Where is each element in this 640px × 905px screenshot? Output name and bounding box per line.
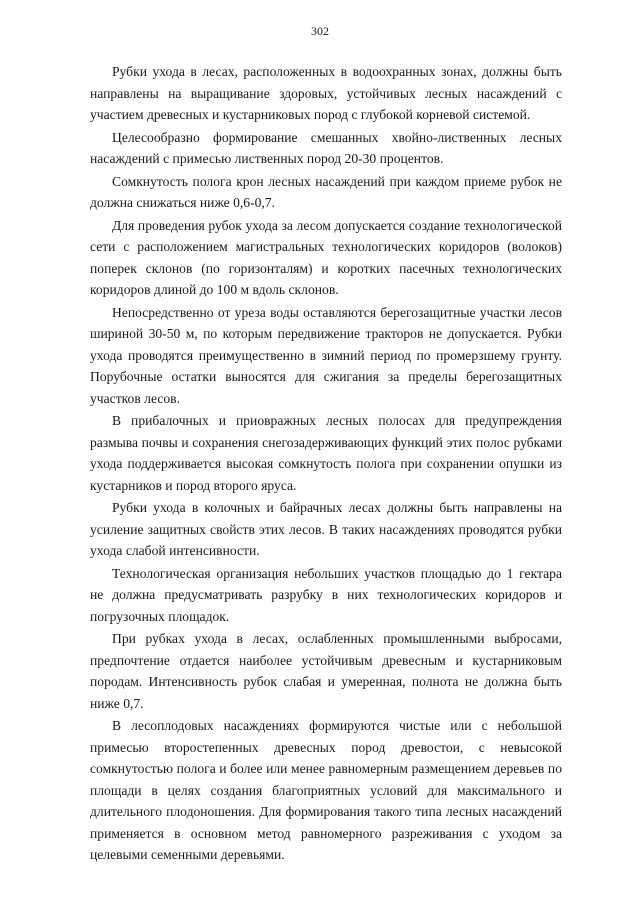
paragraph-kolki-bayraki: Рубки ухода в колочных и байрачных лесах должны быть направлены на усиление защитных свойств этих лесов. В таких насаждениях проводятся рубки ухода слабой интенсивности. bbox=[90, 500, 562, 558]
paragraph-canopy-closure: Сомкнутость полога крон лесных насаждений при каждом приеме рубок не должна снижаться ниже 0,6-0,7. bbox=[90, 173, 562, 210]
page-number: 302 bbox=[311, 24, 329, 38]
paragraph-technological-network: Для проведения рубок ухода за лесом допускается создание технологической сети с расположением магистральных технологических коридоров (волоков) поперек склонов (по горизонталям) и коротких пасечных технологических коридоров длиной до 100 м вдоль склонов. bbox=[90, 217, 562, 297]
paragraph-industrial-emissions: При рубках ухода в лесах, ослабленных промышленными выбросами, предпочтение отдается наиболее устойчивым древесным и кустарниковым породам. Интенсивность рубок слабая и умеренная, полнота не должна быть ниже 0,7. bbox=[90, 631, 562, 711]
paragraph-water-protection-zones: Рубки ухода в лесах, расположенных в водоохранных зонах, должны быть направлены на выращивание здоровых, устойчивых лесных насаждений с участием древесных и кустарниковых пород с глубокой корневой системой. bbox=[90, 64, 562, 122]
paragraph-fruit-stands: В лесоплодовых насаждениях формируются чистые или с небольшой примесью второстепенных древесных пород древостои, с невысокой сомкнутостью полога и более или менее равномерным размещением деревьев по площади в целях создания благоприятных условий для максимального и длительного плодоношения. Для формирования такого типа лесных насаждений применяется в основном метод равномерного разреживания с уходом за целевыми семенными деревьями. bbox=[90, 718, 562, 862]
paragraph-mixed-stands: Целесообразно формирование смешанных хвойно-лиственных лесных насаждений с примесью лиственных пород 20-30 процентов. bbox=[90, 129, 562, 166]
paragraph-shore-protection: Непосредственно от уреза воды оставляются берегозащитные участки лесов шириной 30-50 м, по которым передвижение тракторов не допускается. Рубки ухода проводятся преимущественно в зимний период по промерзшему грунту. Порубочные остатки выносятся для сжигания за пределы берегозащитных участков лесов. bbox=[90, 304, 562, 406]
paragraph-small-plots: Технологическая организация небольших участков площадью до 1 гектара не должна предусматривать разрубку в них технологических коридоров и погрузочных площадок. bbox=[90, 565, 562, 624]
paragraph-ravine-strips: В прибалочных и приовражных лесных полосах для предупреждения размыва почвы и сохранения снегозадерживающих функций этих полос рубками ухода поддерживается высокая сомкнутость полога при сохранении опушки из кустарников и пород второго яруса. bbox=[90, 413, 562, 493]
body-text bbox=[90, 61, 562, 867]
